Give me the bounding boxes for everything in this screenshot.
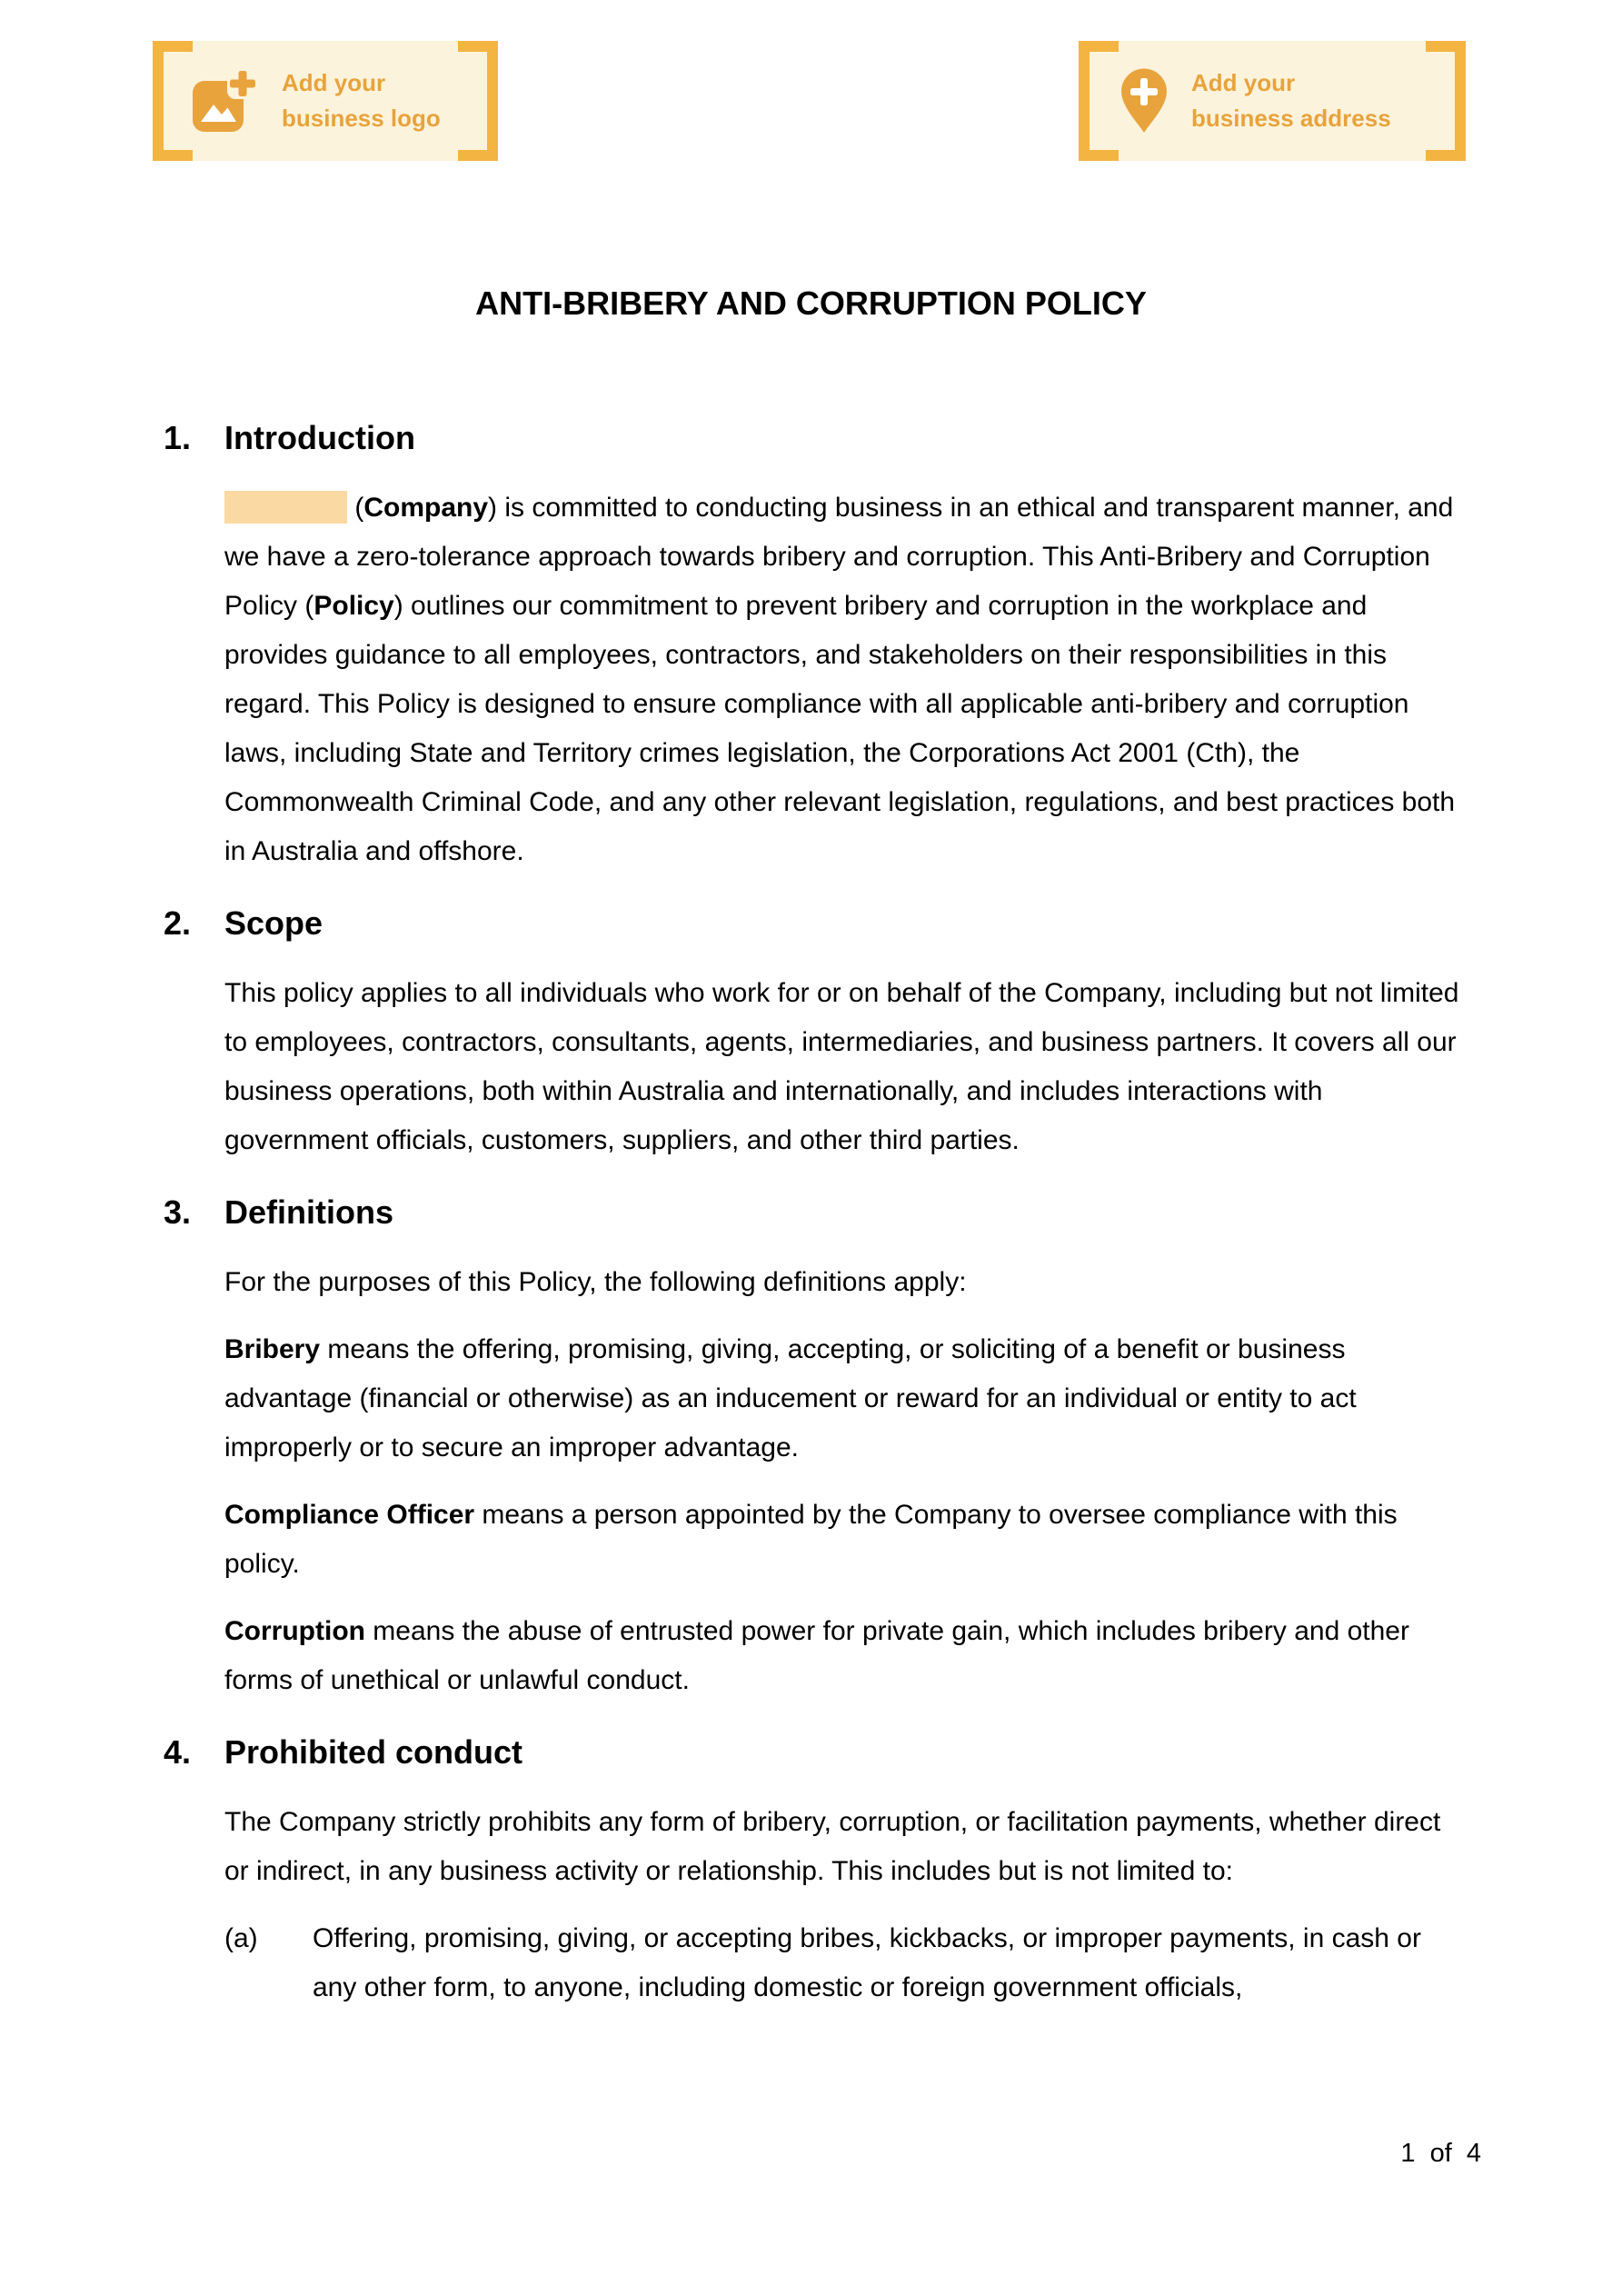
- section-number: 3.: [164, 1193, 192, 1231]
- policy-paragraph: The Company strictly prohibits any form of bribery, corruption, or facilitation payments, whether direct or indirect, in any business activity or relationship. This includes but is not limited to:: [224, 1807, 1441, 1886]
- page-number: 1 of 4: [1400, 2139, 1481, 2168]
- policy-paragraph: For the purposes of this Policy, the following definitions apply:: [224, 1267, 967, 1297]
- address-placeholder-label-line2: business address: [1191, 105, 1391, 132]
- list-item-text: Offering, promising, giving, or accepting bribes, kickbacks, or improper payments, in cash or any other form, to anyone, including domestic or foreign government officials,: [313, 1923, 1421, 2002]
- image-plus-icon: [193, 68, 260, 134]
- definition-paragraph-compliance-officer: Compliance Officer means a person appointed by the Company to oversee compliance with this policy.: [224, 1500, 1398, 1579]
- section-number: 1.: [164, 419, 192, 456]
- section-number: 4.: [164, 1733, 192, 1771]
- address-placeholder-label-line1: Add your: [1191, 69, 1296, 96]
- bracket-right-icon: [1455, 41, 1466, 161]
- map-pin-plus-icon: [1119, 67, 1169, 135]
- definition-paragraph-corruption: Corruption means the abuse of entrusted power for private gain, which includes bribery and other forms of unethical or unlawful conduct.: [224, 1616, 1409, 1695]
- logo-placeholder-label-line1: Add your: [282, 69, 386, 96]
- add-address-placeholder[interactable]: [1079, 41, 1466, 161]
- section-title: Introduction: [224, 419, 415, 456]
- policy-paragraph: This policy applies to all individuals who work for or on behalf of the Company, including but not limited to employees, contractors, consultants, agents, intermediaries, and business partners. It covers all our business operations, both within Australia and internationally, and includes interactions with government officials, customers, suppliers, and other third parties.: [224, 978, 1459, 1155]
- list-item-label: (a): [224, 1923, 258, 1953]
- bracket-right-icon: [487, 41, 498, 161]
- bracket-left-icon: [1079, 41, 1090, 161]
- section-number: 2.: [164, 904, 192, 942]
- section-heading-prohibited-conduct: [164, 1732, 1622, 1772]
- definition-paragraph-bribery: Bribery means the offering, promising, giving, accepting, or soliciting of a benefit or business advantage (financial or otherwise) as an inducement or reward for an individual or entity to act improperly or to secure an improper advantage.: [224, 1334, 1357, 1462]
- section-title: Definitions: [224, 1193, 393, 1231]
- section-title: Scope: [224, 904, 323, 942]
- company-name-placeholder[interactable]: [224, 491, 347, 524]
- policy-paragraph: (Company) is committed to conducting business in an ethical and transparent manner, and we have a zero-tolerance approach towards bribery and corruption. This Anti-Bribery and Corruption Policy (Policy) outlines our commitment to prevent bribery and corruption in the workplace and provides guidance to all employees, contractors, and stakeholders on their responsibilities in this regard. This Policy is designed to ensure compliance with all applicable anti-bribery and corruption laws, including State and Territory crimes legislation, the Corporations Act 2001 (Cth), the Commonwealth Criminal Code, and any other relevant legislation, regulations, and best practices both in Australia and offshore.: [224, 493, 1456, 866]
- document-body: [0, 418, 1622, 2012]
- add-logo-placeholder[interactable]: [153, 41, 498, 161]
- logo-placeholder-label-line2: business logo: [282, 105, 441, 132]
- section-title: Prohibited conduct: [224, 1733, 522, 1771]
- section-heading-introduction: [164, 418, 1622, 458]
- list-item-a: [224, 1914, 1460, 2012]
- bracket-left-icon: [153, 41, 164, 161]
- document-title: ANTI-BRIBERY AND CORRUPTION POLICY: [475, 285, 1147, 322]
- section-heading-definitions: [164, 1193, 1622, 1233]
- section-heading-scope: [164, 903, 1622, 943]
